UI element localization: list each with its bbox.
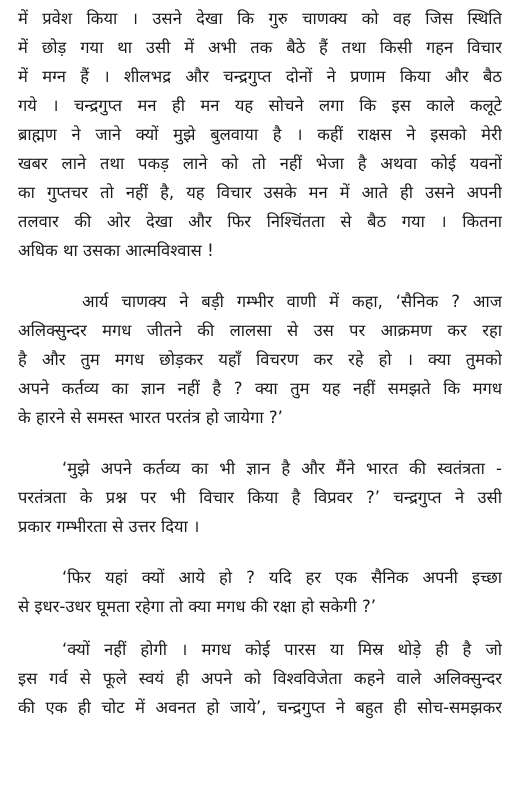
text-line: अलिक्सुन्दर मगध जीतने की लालसा से उस पर आक्रमण कर रहा [18,321,502,340]
paragraph-spacer [18,621,502,635]
text-line: में प्रवेश किया । उसने देखा कि गुरु चाणक्य को वह जिस स्थिति [18,9,502,28]
paragraph-2 [18,287,502,432]
text-line: ‘मुझे अपने कर्तव्य का भी ज्ञान है और मैंने भारत की स्वतंत्रता - [62,459,502,478]
paragraph-spacer [18,432,502,454]
text-line: ‘फिर यहां क्यों आये हो ? यदि हर एक सैनिक अपनी इच्छा [62,568,502,587]
book-page [18,4,502,722]
text-line: में मग्न हैं । शीलभद्र और चन्द्रगुप्त दोनों ने प्रणाम किया और बैठ [18,67,502,86]
text-line: से इधर-उधर घूमता रहेगा तो क्या मगध की रक्षा हो सकेगी ?’ [18,597,376,616]
text-line: ब्राह्मण ने जाने क्यों मुझे बुलवाया है । कहीं राक्षस ने इसको मेरी [18,125,502,144]
text-line: परतंत्रता के प्रश्न पर भी विचार किया है विप्रवर ?’ चन्द्रगुप्त ने उसी [18,488,502,507]
paragraph-3 [18,454,502,541]
text-line: में छोड़ गया था उसी में अभी तक बैठे हैं तथा किसी गहन विचार [18,38,502,57]
paragraph-1 [18,4,502,265]
text-line: का गुप्तचर तो नहीं है, यह विचार उसके मन में आते ही उसने अपनी [18,183,502,202]
text-line: है और तुम मगध छोड़कर यहाँ विचरण कर रहे हो । क्या तुमको [18,350,502,369]
text-line: ‘क्यों नहीं होगी । मगध कोई पारस या मिस्र थोड़े ही है जो [62,640,502,659]
text-line: खबर लाने तथा पकड़ लाने को तो नहीं भेजा है अथवा कोई यवनों [18,154,502,173]
text-line: प्रकार गम्भीरता से उत्तर दिया । [18,517,200,536]
text-line: अधिक था उसका आत्मविश्वास ! [18,241,214,260]
text-line: आर्य चाणक्य ने बड़ी गम्भीर वाणी में कहा, ‘सैनिक ? आज [82,292,502,311]
text-line: के हारने से समस्त भारत परतंत्र हो जायेगा ?’ [18,408,283,427]
paragraph-spacer [18,541,502,563]
text-line: इस गर्व से फूले स्वयं ही अपने को विश्वविजेता कहने वाले अलिक्सुन्दर [18,669,502,688]
text-line: गये । चन्द्रगुप्त मन ही मन यह सोचने लगा कि इस काले कलूटे [18,96,502,115]
text-line: तलवार की ओर देखा और फिर निश्चिंतता से बैठ गया । कितना [18,212,502,231]
paragraph-5 [18,635,502,722]
text-line: अपने कर्तव्य का ज्ञान नहीं है ? क्या तुम यह नहीं समझते कि मगध [18,379,502,398]
text-line: की एक ही चोट में अवनत हो जाये’, चन्द्रगुप्त ने बहुत ही सोच-समझकर [18,698,502,717]
paragraph-4 [18,563,502,621]
paragraph-spacer [18,265,502,287]
